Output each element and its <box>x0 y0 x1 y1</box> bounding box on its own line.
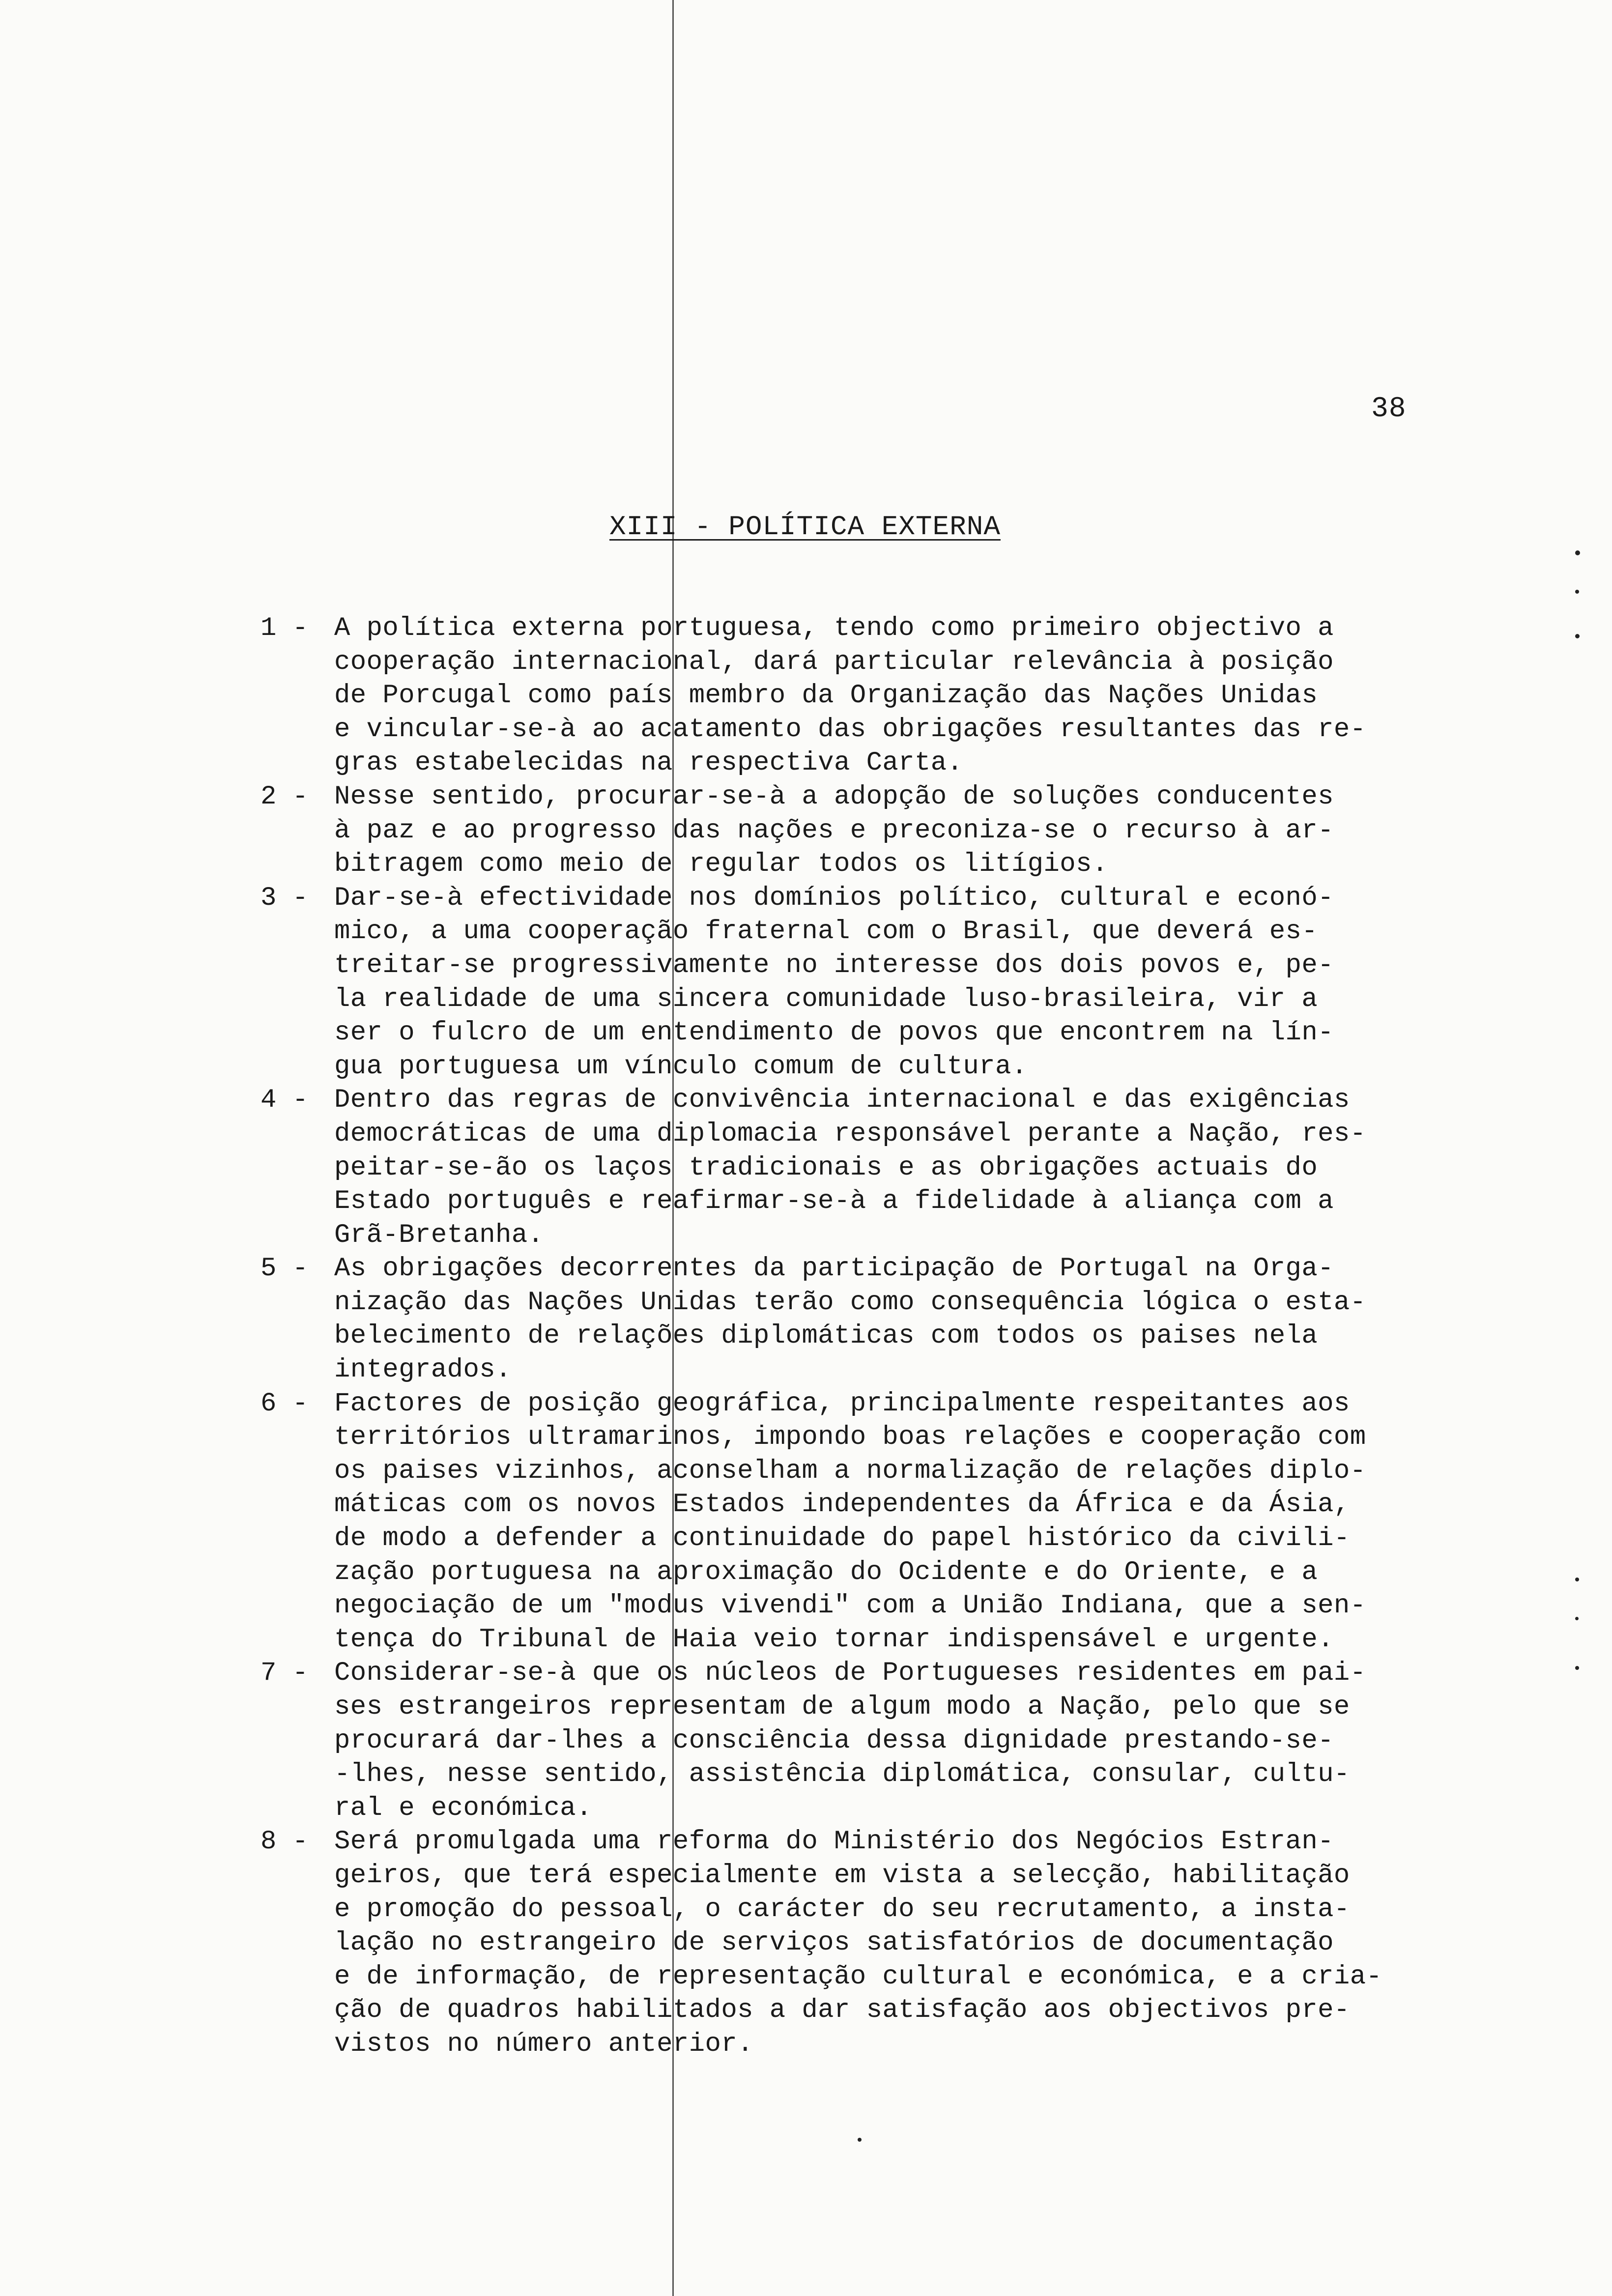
text-line: Dentro das regras de convivência internacional e das exigências <box>334 1085 1350 1116</box>
text-line: e vincular-se-à ao acatamento das obrigações resultantes das re- <box>334 714 1366 745</box>
item-number: 3 - <box>260 883 309 913</box>
item-text <box>334 882 1479 1084</box>
text-line: lação no estrangeiro de serviços satisfatórios de documentação <box>334 1928 1334 1958</box>
text-line: treitar-se progressivamente no interesse dos dois povos e, pe- <box>334 950 1334 980</box>
numbered-list <box>260 612 1479 2062</box>
list-item <box>260 1825 1479 2061</box>
text-line: democráticas de uma diplomacia responsável perante a Nação, res- <box>334 1119 1366 1149</box>
page-number: 38 <box>1371 393 1407 425</box>
text-line: tença do Tribunal de Haia veio tornar indispensável e urgente. <box>334 1624 1334 1655</box>
text-line: Dar-se-à efectividade nos domínios político, cultural e econó- <box>334 883 1334 913</box>
text-line: Nesse sentido, procurar-se-à a adopção de soluções conducentes <box>334 781 1334 812</box>
item-number: 6 - <box>260 1388 309 1419</box>
item-text <box>334 612 1479 780</box>
text-line: gras estabelecidas na respectiva Carta. <box>334 748 963 778</box>
list-item <box>260 612 1479 780</box>
text-line: ção de quadros habilitados a dar satisfação aos objectivos pre- <box>334 1995 1350 2026</box>
list-item <box>260 882 1479 1084</box>
list-item <box>260 1387 1479 1657</box>
text-line: ser o fulcro de um entendimento de povos que encontrem na lín- <box>334 1018 1334 1048</box>
item-number: 7 - <box>260 1658 309 1689</box>
text-line: peitar-se-ão os laços tradicionais e as obrigações actuais do <box>334 1152 1318 1183</box>
text-line: mico, a uma cooperação fraternal com o Brasil, que deverá es- <box>334 917 1318 947</box>
item-number: 8 - <box>260 1827 309 1857</box>
text-line: la realidade de uma sincera comunidade luso-brasileira, vir a <box>334 984 1318 1014</box>
text-line: de modo a defender a continuidade do papel histórico da civili- <box>334 1523 1350 1554</box>
scan-speck <box>1575 1666 1579 1670</box>
list-item <box>260 1252 1479 1387</box>
text-line: os paises vizinhos, aconselham a normalização de relações diplo- <box>334 1456 1366 1486</box>
item-text <box>334 1825 1479 2061</box>
text-line: cooperação internacional, dará particular relevância à posição <box>334 647 1334 677</box>
item-text <box>334 1084 1479 1252</box>
text-line: negociação de um "modus vivendi" com a União Indiana, que a sen- <box>334 1591 1366 1621</box>
item-number: 4 - <box>260 1085 309 1116</box>
text-line: vistos no número anterior. <box>334 2029 753 2059</box>
text-line: Factores de posição geográfica, principalmente respeitantes aos <box>334 1388 1350 1419</box>
text-line: e de informação, de representação cultural e económica, e a cria- <box>334 1961 1382 1992</box>
text-line: bitragem como meio de regular todos os litígios. <box>334 849 1108 880</box>
item-number: 2 - <box>260 781 309 812</box>
text-line: nização das Nações Unidas terão como consequência lógica o esta- <box>334 1287 1366 1318</box>
text-line: máticas com os novos Estados independentes da África e da Ásia, <box>334 1490 1350 1520</box>
section-title: XIII - POLÍTICA EXTERNA <box>609 511 1001 543</box>
scan-speck <box>1575 1578 1579 1581</box>
text-line: zação portuguesa na aproximação do Ocidente e do Oriente, e a <box>334 1557 1318 1587</box>
text-line: -lhes, nesse sentido, assistência diplomática, consular, cultu- <box>334 1759 1350 1790</box>
scan-speck <box>1575 550 1580 555</box>
scan-speck <box>1575 634 1580 638</box>
text-line: ses estrangeiros representam de algum modo a Nação, pelo que se <box>334 1692 1350 1722</box>
item-number: 1 - <box>260 613 309 643</box>
text-line: territórios ultramarinos, impondo boas relações e cooperação com <box>334 1422 1366 1453</box>
text-line: Será promulgada uma reforma do Ministério dos Negócios Estran- <box>334 1827 1334 1857</box>
scan-speck <box>1575 1617 1579 1620</box>
scan-speck <box>1575 590 1579 594</box>
text-line: Estado português e reafirmar-se-à a fidelidade à aliança com a <box>334 1186 1334 1217</box>
list-item <box>260 1084 1479 1252</box>
item-text <box>334 1657 1479 1825</box>
text-line: geiros, que terá especialmente em vista a selecção, habilitação <box>334 1860 1350 1891</box>
item-text <box>334 1252 1479 1387</box>
scan-speck <box>858 2138 862 2142</box>
text-line: à paz e ao progresso das nações e preconiza-se o recurso à ar- <box>334 815 1334 846</box>
text-line: procurará dar-lhes a consciência dessa dignidade prestando-se- <box>334 1725 1334 1756</box>
text-line: de Porcugal como país membro da Organização das Nações Unidas <box>334 681 1318 711</box>
text-line: Grã-Bretanha. <box>334 1220 544 1250</box>
text-line: belecimento de relações diplomáticas com todos os paises nela <box>334 1321 1318 1351</box>
item-number: 5 - <box>260 1254 309 1284</box>
list-item <box>260 780 1479 882</box>
item-text <box>334 780 1479 882</box>
text-line: Considerar-se-à que os núcleos de Portugueses residentes em pai- <box>334 1658 1366 1689</box>
text-line: gua portuguesa um vínculo comum de cultura. <box>334 1051 1028 1082</box>
list-item <box>260 1657 1479 1825</box>
item-text <box>334 1387 1479 1657</box>
text-line: e promoção do pessoal, o carácter do seu recrutamento, a insta- <box>334 1894 1350 1924</box>
text-line: As obrigações decorrentes da participação de Portugal na Orga- <box>334 1254 1334 1284</box>
text-line: A política externa portuguesa, tendo como primeiro objectivo a <box>334 613 1334 643</box>
text-line: ral e económica. <box>334 1793 592 1823</box>
text-line: integrados. <box>334 1355 512 1385</box>
